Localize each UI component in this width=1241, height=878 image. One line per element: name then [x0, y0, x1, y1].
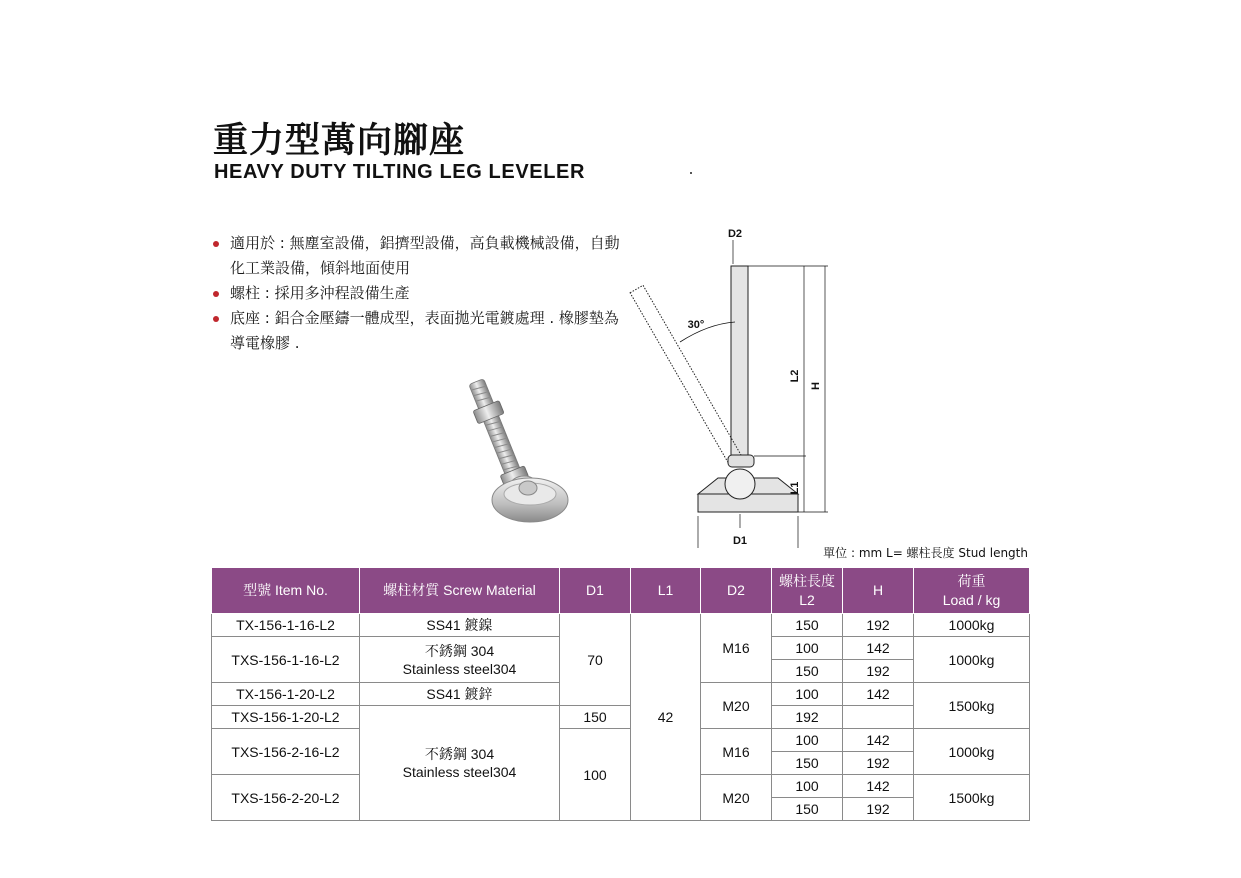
cell-l2: 150 [560, 706, 631, 729]
cell-h: 192 [843, 752, 914, 775]
cell-d2: M16 [701, 614, 772, 683]
table-header-row [212, 568, 1030, 614]
cell-l2: 150 [772, 660, 843, 683]
label-d2: D2 [727, 228, 743, 240]
cell-l2: 150 [772, 614, 843, 637]
label-l1: L1 [789, 481, 801, 495]
header-h: H [843, 568, 914, 614]
cell-h: 142 [843, 683, 914, 706]
cell-item: TXS-156-1-16-L2 [212, 637, 360, 683]
header-item: 型號 Item No. [212, 568, 360, 614]
label-l2: L2 [789, 369, 801, 383]
cell-l2: 100 [772, 775, 843, 798]
cell-load: 1000kg [914, 637, 1030, 683]
header-load [914, 568, 1030, 614]
stray-dot [690, 172, 692, 174]
cell-l2: 100 [772, 683, 843, 706]
header-l2-en: L2 [799, 591, 815, 608]
technical-drawing [628, 222, 838, 552]
cell-l2: 150 [772, 798, 843, 821]
cell-h: 192 [843, 660, 914, 683]
material-zh: 不銹鋼 304 [424, 746, 495, 762]
feature-list [212, 231, 632, 356]
header-load-zh: 荷重 [957, 572, 986, 589]
cell-material: SS41 鍍鋅 [360, 683, 560, 706]
header-d1: D1 [560, 568, 631, 614]
cell-d2: M20 [701, 775, 772, 821]
header-l2 [772, 568, 843, 614]
table-row [212, 614, 1030, 637]
material-en: Stainless steel304 [402, 764, 517, 780]
unit-note: 單位 : mm L= 螺柱長度 Stud length [823, 546, 1028, 560]
cell-item: TXS-156-1-20-L2 [212, 706, 360, 729]
cell-h: 142 [843, 775, 914, 798]
cell-l2: 100 [772, 637, 843, 660]
cell-d2: M16 [701, 729, 772, 775]
cell-h: 192 [772, 706, 843, 729]
cell-d1: 70 [560, 614, 631, 706]
cell-item: TXS-156-2-20-L2 [212, 775, 360, 821]
feature-item-application: 適用於 : 無塵室設備，鋁擠型設備，高負載機械設備，自動化工業設備，傾斜地面使用 [212, 231, 632, 281]
cell-material: SS41 鍍鎳 [360, 614, 560, 637]
cell-l2: 100 [772, 729, 843, 752]
header-l2-zh: 螺柱長度 [779, 572, 835, 589]
table-row [212, 706, 1030, 729]
cell-d1: 100 [560, 729, 631, 821]
cell-load: 1000kg [914, 729, 1030, 775]
cell-l2: 150 [772, 752, 843, 775]
table-row [212, 729, 1030, 752]
page-title: 重力型萬向腳座 [213, 121, 466, 161]
product-photo [426, 372, 586, 544]
spec-table [211, 567, 1030, 821]
cell-h: 192 [843, 614, 914, 637]
cell-material [360, 637, 560, 683]
cell-d2: M20 [701, 683, 772, 729]
header-material: 螺柱材質 Screw Material [360, 568, 560, 614]
header-load-en: Load / kg [942, 591, 1001, 608]
cell-h: 142 [843, 729, 914, 752]
label-d1: D1 [732, 535, 748, 547]
material-en: Stainless steel304 [402, 660, 517, 677]
material-zh: 不銹鋼 304 [424, 642, 495, 659]
cell-h: 142 [843, 637, 914, 660]
cell-load: 1500kg [914, 775, 1030, 821]
cell-material [360, 706, 560, 821]
label-h: H [810, 382, 822, 390]
cell-l1: 42 [631, 614, 701, 821]
feature-item-stud: 螺柱 : 採用多沖程設備生產 [212, 281, 632, 306]
cell-item: TX-156-1-20-L2 [212, 683, 360, 706]
label-angle: 30° [687, 319, 705, 331]
cell-item: TXS-156-2-16-L2 [212, 729, 360, 775]
cell-item: TX-156-1-16-L2 [212, 614, 360, 637]
header-l1: L1 [631, 568, 701, 614]
page-subtitle: HEAVY DUTY TILTING LEG LEVELER [214, 161, 585, 183]
header-d2: D2 [701, 568, 772, 614]
cell-load: 1500kg [914, 683, 1030, 729]
feature-item-base: 底座 : 鋁合金壓鑄一體成型，表面拋光電鍍處理 . 橡膠墊為導電橡膠 . [212, 306, 632, 356]
cell-load: 1000kg [914, 614, 1030, 637]
cell-h: 192 [843, 798, 914, 821]
